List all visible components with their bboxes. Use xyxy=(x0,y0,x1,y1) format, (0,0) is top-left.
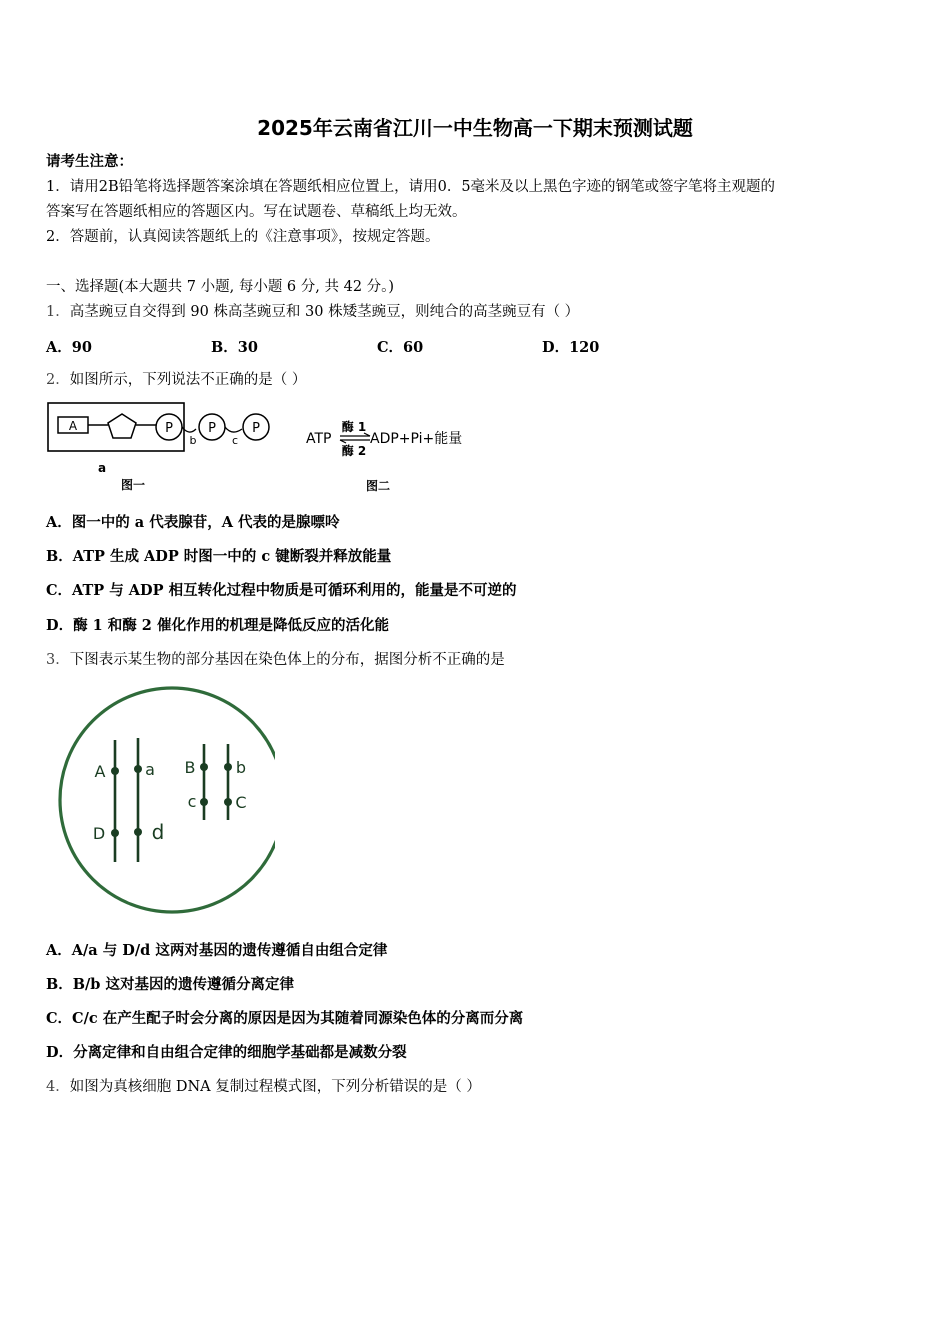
gene-c-label: c xyxy=(187,792,197,811)
ribose-pentagon xyxy=(108,414,136,438)
products-label: ADP+Pi+能量 xyxy=(370,431,463,447)
atp-structure-figure xyxy=(44,398,284,498)
phosphate-2-label: P xyxy=(208,421,216,436)
question-2-number: 2． xyxy=(46,372,70,388)
question-3 xyxy=(46,650,505,670)
phosphate-3-label: P xyxy=(252,421,260,436)
chromosome-gene-figure xyxy=(56,682,278,918)
gene-D-label: D xyxy=(92,824,106,843)
page-title: 2025年云南省江川一中生物高一下期末预测试题 xyxy=(257,116,693,140)
gene-a-label: a xyxy=(145,760,155,779)
question-1-option-c[interactable]: C．60 xyxy=(377,339,424,356)
question-3-option-c[interactable]: C．C/c 在产生配子时会分离的原因是因为其随着同源染色体的分离而分离 xyxy=(46,1010,524,1027)
question-3-option-d[interactable]: D．分离定律和自由组合定律的细胞学基础都是减数分裂 xyxy=(46,1044,407,1061)
question-3-number: 3． xyxy=(46,652,70,668)
enzyme-1-label: 酶 1 xyxy=(341,420,367,434)
question-2-option-d[interactable]: D．酶 1 和酶 2 催化作用的机理是降低反应的活化能 xyxy=(46,617,389,634)
question-1 xyxy=(46,302,579,322)
question-3-stem: 下图表示某生物的部分基因在染色体上的分布，据图分析不正确的是 xyxy=(69,652,505,668)
atp-adp-reaction-figure xyxy=(300,412,480,496)
bond-c xyxy=(225,427,242,432)
question-4-stem: 如图为真核细胞 DNA 复制过程模式图，下列分析错误的是（ ） xyxy=(69,1079,481,1095)
question-2-stem: 如图所示，下列说法不正确的是（ ） xyxy=(69,372,307,388)
phosphate-1-label: P xyxy=(165,421,173,436)
notice-item-2: 2．答题前，认真阅读答题纸上的《注意事项》，按规定答题。 xyxy=(46,229,440,245)
bond-b-label: b xyxy=(189,434,197,447)
gene-C-label: C xyxy=(235,793,247,812)
question-1-option-a[interactable]: A．90 xyxy=(46,339,92,356)
bond-c-label: c xyxy=(231,434,239,447)
question-1-option-d[interactable]: D．120 xyxy=(542,339,600,356)
question-1-option-b[interactable]: B．30 xyxy=(211,339,258,356)
question-3-option-b[interactable]: B．B/b 这对基因的遗传遵循分离定律 xyxy=(46,976,294,993)
section-heading: 一、选择题(本大题共 7 小题, 每小题 6 分, 共 42 分。) xyxy=(46,279,395,295)
notice-item-1-line-2: 答案写在答题纸相应的答题区内。写在试题卷、草稿纸上均无效。 xyxy=(46,204,467,220)
question-2-option-a[interactable]: A．图一中的 a 代表腺苷，A 代表的是腺嘌呤 xyxy=(46,514,340,531)
adenine-label: A xyxy=(68,419,78,433)
gene-A-label: A xyxy=(94,762,106,781)
adenosine-label: a xyxy=(97,461,107,475)
notice-item-1-line-1: 1．请用2B铅笔将选择题答案涂填在答题纸相应位置上，请用0．5毫米及以上黑色字迹的钢笔或签字笔将主观题的 xyxy=(46,179,776,195)
gene-b-label: b xyxy=(235,758,247,777)
notice-heading: 请考生注意： xyxy=(46,153,133,170)
question-1-number: 1． xyxy=(46,304,70,320)
question-4 xyxy=(46,1077,481,1097)
question-2-option-b[interactable]: B．ATP 生成 ADP 时图一中的 c 键断裂并释放能量 xyxy=(46,548,392,565)
gene-B-label: B xyxy=(184,758,196,777)
figure-1-caption: 图一 xyxy=(120,478,146,492)
question-1-stem: 高茎豌豆自交得到 90 株高茎豌豆和 30 株矮茎豌豆，则纯合的高茎豌豆有（ ） xyxy=(69,304,580,320)
question-3-option-a[interactable]: A．A/a 与 D/d 这两对基因的遗传遵循自由组合定律 xyxy=(46,942,388,959)
enzyme-2-label: 酶 2 xyxy=(341,444,367,458)
figure-2-caption: 图二 xyxy=(365,479,391,493)
gene-d-label: d xyxy=(151,820,165,844)
question-2-option-c[interactable]: C．ATP 与 ADP 相互转化过程中物质是可循环利用的，能量是不可逆的 xyxy=(46,582,517,599)
question-4-number: 4． xyxy=(46,1079,70,1095)
question-2 xyxy=(46,370,306,390)
atp-label: ATP xyxy=(306,431,332,447)
